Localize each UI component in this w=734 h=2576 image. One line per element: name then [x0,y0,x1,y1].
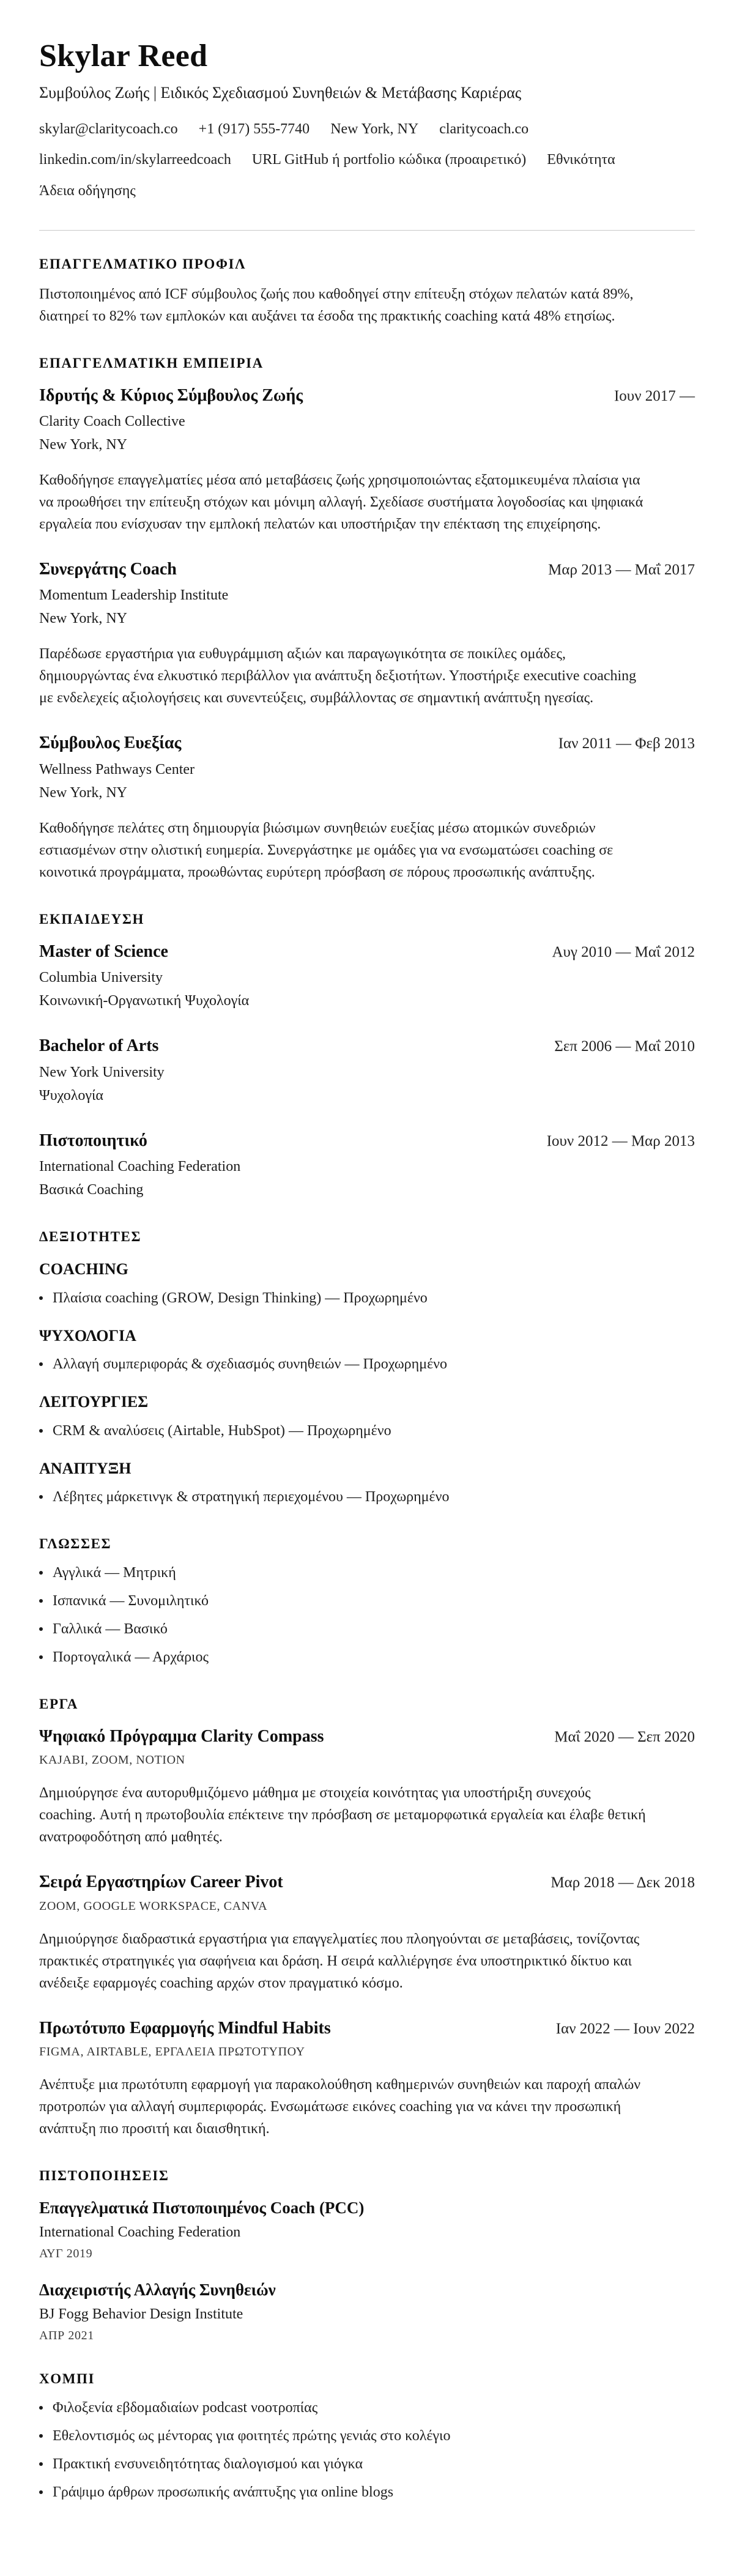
contact-row-2 [39,150,695,171]
language-text: Ισπανικά — Συνομιλητικό [53,1593,209,1609]
languages-list [39,1562,695,1668]
project-dates: Μαΐ 2020 — Σεπ 2020 [554,1729,695,1746]
section-profile [39,256,695,327]
education-entry [39,1130,695,1201]
job-title: Ιδρυτής & Κύριος Σύμβουλος Ζωής [39,385,303,405]
hobbies-list [39,2397,695,2503]
hobby-item [39,2453,695,2475]
skill-group-name: ΨΥΧΟΛΟΓΙΑ [39,1326,136,1345]
job-dates: Μαρ 2013 — Μαΐ 2017 [548,562,695,579]
bullet-icon [39,2462,43,2466]
entry-head [39,1726,695,1748]
entry-head [39,1871,695,1893]
driving-license-placeholder-text: Άδεια οδήγησης [39,183,136,199]
school-name: Columbia University [39,970,163,986]
project-title: Σειρά Εργαστηρίων Career Pivot [39,1873,283,1892]
hobby-text: Πρακτική ενσυνειδητότητας διαλογισμού και γιόγκα [53,2456,363,2473]
hobby-item [39,2397,695,2419]
entry-head [39,559,695,581]
language-text: Γαλλικά — Βασικό [53,1621,168,1638]
project-tools: FIGMA, AIRTABLE, ΕΡΓΑΛΕΙΑ ΠΡΩΤΟΤΥΠΟΥ [39,2045,305,2059]
job-company: Clarity Coach Collective [39,414,185,430]
skills-heading: ΔΕΞΙΟΤΗΤΕΣ [39,1229,142,1245]
entry-head [39,2017,695,2040]
hobbies-heading: ΧΟΜΠΙ [39,2371,95,2387]
bullet-icon [39,2434,43,2438]
hobby-text: Φιλοξενία εβδομαδιαίων podcast νοοτροπίας [53,2400,318,2416]
field-of-study: Βασικά Coaching [39,1182,144,1198]
hobby-text: Εθελοντισμός ως μέντορας για φοιτητές πρώτης γενιάς στο κολέγιο [53,2428,451,2444]
bullet-icon [39,1296,43,1300]
github-placeholder-text: URL GitHub ή portfolio κώδικα (προαιρετικό) [251,152,527,168]
certification-name: Επαγγελματικά Πιστοποιημένος Coach (PCC) [39,2199,365,2218]
bullet-icon [39,2406,43,2410]
degree-title: Bachelor of Arts [39,1036,159,1056]
project-description: Δημιούργησε ένα αυτορυθμιζόμενο μάθημα με στοιχεία κοινότητας για υποστήριξη συνεχούς coaching. Αυτή η πρωτοβουλία επέκτεινε την πρόσβαση σε μεταμορφωτικά εργαλεία και έλαβε θετική ανατροφοδότηση από μαθητές. [39,1785,646,1846]
skill-group-name: ΑΝΑΠΤΥΞΗ [39,1459,132,1477]
contact-row-3 [39,181,695,202]
certification-issuer: International Coaching Federation [39,2224,241,2241]
education-heading: ΕΚΠΑΙΔΕΥΣΗ [39,911,144,927]
project-description: Ανέπτυξε μια πρωτότυπη εφαρμογή για παρακολούθηση καθημερινών συνηθειών και παροχή απαλών προτροπών για αλλαγή συμπεριφοράς. Ενσωμάτωσε εικόνες coaching για να κάνει την προσωπική ανάπτυξη πιο προσιτή και διαισθητική. [39,2077,641,2137]
job-title: Σύμβουλος Ευεξίας [39,733,182,753]
resume-header [39,38,695,202]
section-hobbies [39,2371,695,2503]
project-description: Δημιούργησε διαδραστικά εργαστήρια για επαγγελματίες που πλοηγούνται σε μεταβάσεις, τονίζοντας πρακτικές στρατηγικές για σαφήνεια και δράση. Η σειρά καλλιέργησε ένα υποστηρικτικό δίκτυο και ανέδειξε εφαρμογές coaching αρχών στον πραγματικό κόσμο. [39,1931,640,1991]
education-dates: Ιουν 2012 — Μαρ 2013 [546,1132,695,1149]
education-dates: Αυγ 2010 — Μαΐ 2012 [552,943,695,960]
certification-entry [39,2197,695,2261]
certification-issuer: BJ Fogg Behavior Design Institute [39,2306,243,2323]
experience-entry [39,559,695,709]
project-tools: ZOOM, GOOGLE WORKSPACE, CANVA [39,1899,268,1913]
entry-head [39,1130,695,1152]
bullet-icon [39,1362,43,1366]
project-title: Πρωτότυπο Εφαρμογής Mindful Habits [39,2018,331,2038]
bullet-icon [39,1599,43,1603]
bullet-icon [39,1655,43,1659]
job-company: Wellness Pathways Center [39,761,195,778]
school-name: New York University [39,1064,165,1080]
section-skills [39,1229,695,1508]
education-entry [39,941,695,1012]
skill-text: Λέβητες μάρκετινγκ & στρατηγική περιεχομένου — Προχωρημένο [53,1489,450,1505]
bullet-icon [39,2490,43,2494]
linkedin-text: linkedin.com/in/skylarreedcoach [39,152,231,168]
skill-group [39,1326,695,1376]
degree-title: Πιστοποιητικό [39,1130,147,1150]
profile-text: Πιστοποιημένος από ICF σύμβουλος ζωής που καθοδηγεί στην επίτευξη στόχων πελατών κατά 89%, διατηρεί το 82% των εμπλοκών και αυξάνει τα έσοδα της πρακτικής coaching κατά 48% ετησίως. [39,286,634,324]
hobby-text: Γράψιμο άρθρων προσωπικής ανάπτυξης για online blogs [53,2484,394,2501]
person-title: Συμβούλος Ζωής | Ειδικός Σχεδιασμού Συνηθειών & Μετάβασης Καριέρας [39,83,522,102]
hobby-item [39,2481,695,2503]
language-item [39,1590,695,1612]
project-entry [39,2017,695,2140]
field-of-study: Ψυχολογία [39,1087,103,1104]
entry-head [39,941,695,963]
skill-group-name: ΛΕΙΤΟΥΡΓΙΕΣ [39,1393,149,1411]
bullet-icon [39,1571,43,1575]
skill-text: Αλλαγή συμπεριφοράς & σχεδιασμός συνηθειών — Προχωρημένο [53,1356,447,1373]
job-location: New York, NY [39,784,128,801]
school-name: International Coaching Federation [39,1159,241,1175]
language-item [39,1562,695,1584]
job-title: Συνεργάτης Coach [39,560,177,579]
project-title: Ψηφιακό Πρόγραμμα Clarity Compass [39,1727,324,1746]
project-tools: KAJABI, ZOOM, NOTION [39,1753,185,1767]
education-entry [39,1035,695,1106]
skill-text: Πλαίσια coaching (GROW, Design Thinking) — Προχωρημένο [53,1290,428,1306]
languages-heading: ΓΛΩΣΣΕΣ [39,1536,112,1552]
bullet-icon [39,1627,43,1631]
job-location: New York, NY [39,437,128,453]
experience-entry [39,732,695,883]
bullet-icon [39,1495,43,1499]
certification-date: ΑΥΓ 2019 [39,2247,93,2261]
certifications-heading: ΠΙΣΤΟΠΟΙΗΣΕΙΣ [39,2168,169,2184]
header-divider [39,230,695,231]
skill-item [39,1353,695,1375]
job-dates: Ιαν 2011 — Φεβ 2013 [558,735,695,752]
contact-row-1 [39,119,695,140]
language-item [39,1618,695,1640]
skill-item [39,1287,695,1309]
job-dates: Ιουν 2017 — [614,387,695,404]
experience-heading: ΕΠΑΓΓΕΛΜΑΤΙΚΗ ΕΜΠΕΙΡΙΑ [39,355,264,371]
website-text: claritycoach.co [439,121,529,137]
job-description: Παρέδωσε εργαστήρια για ευθυγράμμιση αξιών και παραγωγικότητα σε ποικίλες ομάδες, δημιουργώντας ένα ελκυστικό περιβάλλον για ανάπτυξη δεξιοτήτων. Υποστήριξε executive coaching με ενδελεχείς αξιολογήσεις και συνεντεύξεις, συμβάλλοντας σε σημαντική ανάπτυξη ηγεσίας. [39,646,637,707]
section-education [39,911,695,1201]
job-company: Momentum Leadership Institute [39,587,229,604]
profile-heading: ΕΠΑΓΓΕΛΜΑΤΙΚΟ ΠΡΟΦΙΛ [39,256,247,272]
skill-item [39,1486,695,1508]
entry-head [39,1035,695,1057]
skill-item [39,1420,695,1442]
nationality-placeholder-text: Εθνικότητα [547,152,615,168]
project-entry [39,1871,695,1994]
section-certifications [39,2168,695,2343]
entry-head [39,385,695,407]
certification-name: Διαχειριστής Αλλαγής Συνηθειών [39,2281,276,2299]
job-description: Καθοδήγησε πελάτες στη δημιουργία βιώσιμων συνηθειών ευεξίας μέσω ατομικών συνεδριών εστιασμένων στην ολιστική ευημερία. Συνεργάστηκε με ομάδες για να ενσωματώσει coaching σε κοινοτικά προγράμματα, προωθώντας ευρύτερη πρόσβαση σε πόρους προσωπικής ανάπτυξης. [39,820,614,880]
person-name: Skylar Reed [39,39,208,73]
phone-text: +1 (917) 555-7740 [198,121,310,137]
hobby-item [39,2425,695,2447]
job-location: New York, NY [39,611,128,627]
experience-entry [39,385,695,535]
degree-title: Master of Science [39,941,168,961]
email-text: skylar@claritycoach.co [39,121,178,137]
skill-text: CRM & αναλύσεις (Airtable, HubSpot) — Προχωρημένο [53,1422,391,1439]
language-text: Αγγλικά — Μητρική [53,1565,176,1581]
language-item [39,1646,695,1668]
skill-group [39,1260,695,1309]
education-dates: Σεπ 2006 — Μαΐ 2010 [554,1038,695,1055]
skill-group [39,1459,695,1509]
location-text: New York, NY [330,121,419,137]
section-experience [39,355,695,883]
job-description: Καθοδήγησε επαγγελματίες μέσα από μεταβάσεις ζωής χρησιμοποιώντας εξατομικευμένα πλαίσια για να προωθήσει την επίτευξη στόχων και μόνιμη αλλαγή. Σχεδίασε συστήματα λογοδοσίας και ψηφιακά εργαλεία που ενίσχυσαν την εμπλοκή πελατών και υποστήριξαν την επέκταση της επιχείρησης. [39,472,643,533]
skill-group [39,1392,695,1442]
field-of-study: Κοινωνική-Οργανωτική Ψυχολογία [39,993,250,1009]
certification-date: ΑΠΡ 2021 [39,2329,94,2343]
bullet-icon [39,1429,43,1433]
certification-entry [39,2279,695,2343]
projects-heading: ΕΡΓΑ [39,1696,79,1712]
project-entry [39,1726,695,1848]
language-text: Πορτογαλικά — Αρχάριος [53,1649,209,1666]
section-languages [39,1536,695,1668]
project-dates: Μαρ 2018 — Δεκ 2018 [550,1874,695,1891]
skill-group-name: COACHING [39,1260,128,1279]
project-dates: Ιαν 2022 — Ιουν 2022 [555,2020,695,2037]
section-projects [39,1696,695,2140]
entry-head [39,732,695,754]
